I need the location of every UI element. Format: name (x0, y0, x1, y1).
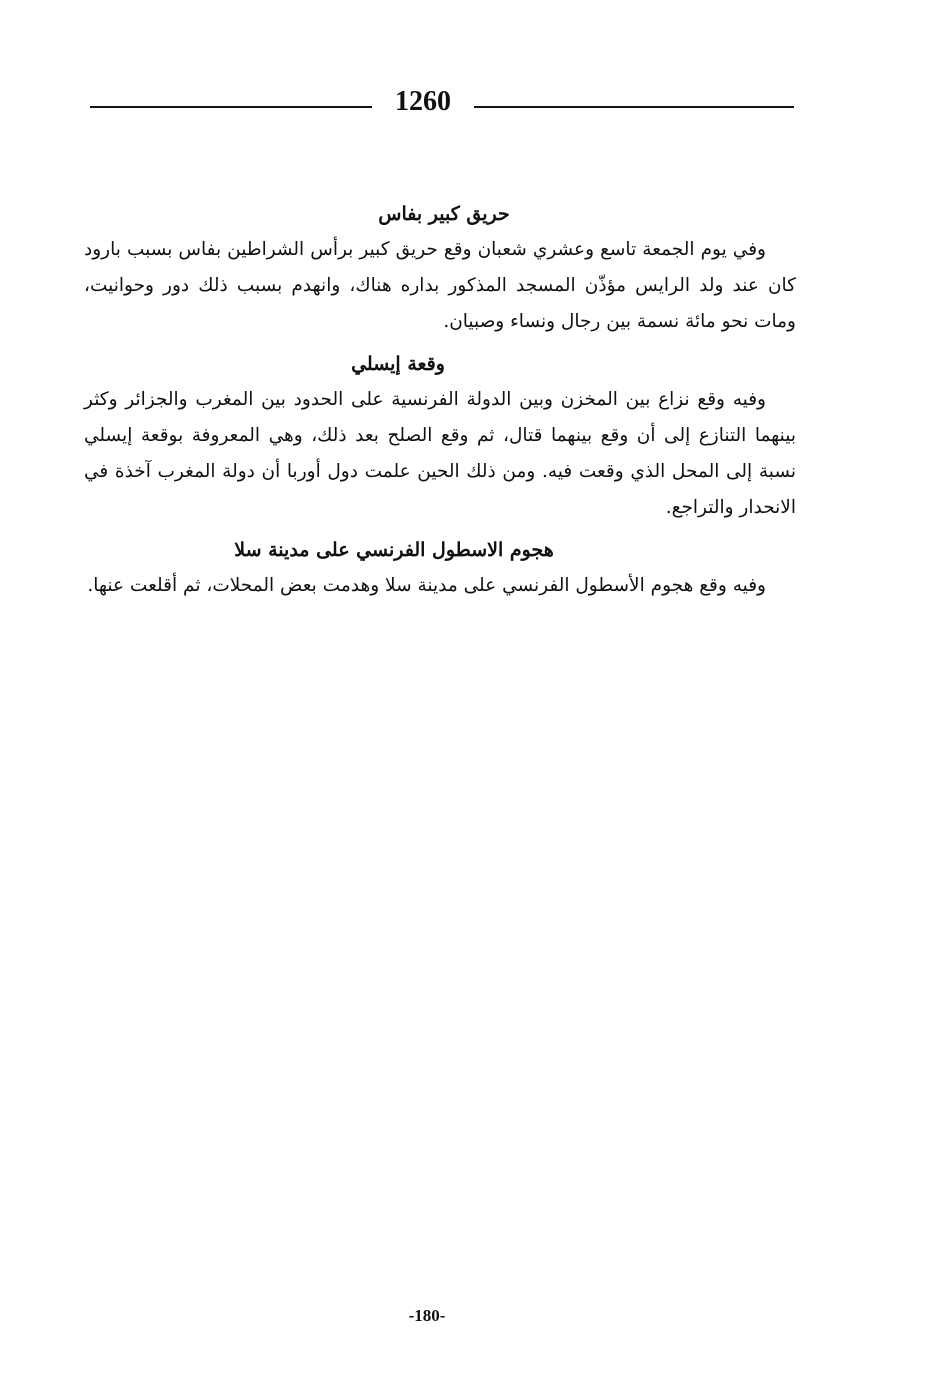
section-paragraph-fire-fez: وفي يوم الجمعة تاسع وعشري شعبان وقع حريق كبير برأس الشراطين بفاس بسبب بارود كان عند ولد الرايس مؤذّن المسجد المذكور بداره هناك، وانهدم بسبب ذلك دور وحوانيت، ومات نحو مائة نسمة بين رجال ونساء وصبيان. (84, 239, 796, 332)
header-rule-right (474, 106, 794, 108)
year-heading: 1260 (395, 86, 451, 117)
section-title-salé-attack: هجوم الاسطول الفرنسي على مدينة سلا (234, 539, 554, 561)
section-title-battle-isly: وقعة إيسلي (351, 353, 445, 375)
section-paragraph-battle-isly: وفيه وقع نزاع بين المخزن وبين الدولة الفرنسية على الحدود بين المغرب والجزائر وكثر بينهما التنازع إلى أن وقع بينهما قتال، ثم وقع الصلح بعد ذلك، وهي المعروفة بوقعة إيسلي نسبة إلى المحل الذي وقعت فيه. ومن ذلك الحين علمت دول أوربا أن دولة المغرب آخذة في الانحدار والتراجع. (84, 389, 796, 518)
header-rule-left (90, 106, 372, 108)
section-paragraph-salé-attack: وفيه وقع هجوم الأسطول الفرنسي على مدينة سلا وهدمت بعض المحلات، ثم أقلعت عنها. (87, 575, 766, 596)
page-number: -180- (408, 1306, 446, 1325)
page-body (84, 196, 796, 610)
section-title-fire-fez: حريق كبير بفاس (378, 203, 510, 225)
